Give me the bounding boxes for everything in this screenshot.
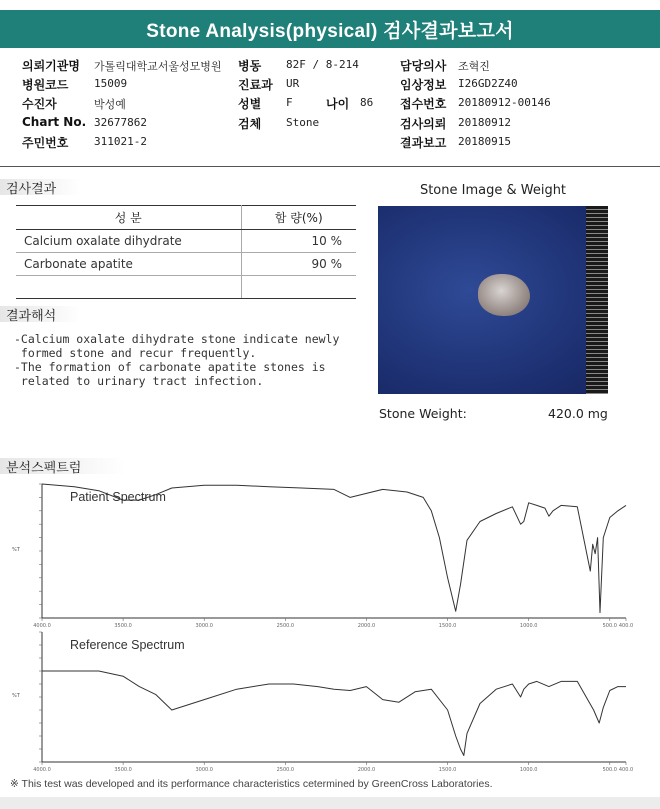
y-axis-label: %T — [12, 547, 20, 553]
specimen-label: 검체 — [238, 117, 262, 131]
x-tick-label: 2000.0 — [357, 767, 376, 773]
report-date-label: 결과보고 — [400, 136, 447, 150]
y-axis-label: %T — [12, 693, 20, 699]
reference-spectrum-chart — [12, 632, 633, 773]
interpretation-text: -Calcium oxalate dihydrate stone indicate newly formed stone and recur frequently. -The formation of carbonate apatite stones is related to urinary tract infection. — [14, 332, 340, 388]
amount-cell: 90 % — [241, 253, 356, 276]
component-cell: Calcium oxalate dihydrate — [16, 230, 241, 253]
x-tick-label: 4000.0 — [33, 767, 51, 773]
age-label: 나이 — [326, 97, 350, 111]
x-tick-label: 1000.0 — [519, 623, 538, 629]
ward-label: 병동 — [238, 59, 262, 73]
x-tick-label: 2500.0 — [276, 767, 295, 773]
x-tick-label: 1000.0 — [519, 767, 538, 773]
x-tick-label: 500.0 — [602, 623, 617, 629]
x-tick-label: 3000.0 — [195, 623, 213, 629]
component-cell: Carbonate apatite — [16, 253, 241, 276]
receipt-value: 20180912-00146 — [458, 96, 551, 109]
stone-weight-label: Stone Weight: — [379, 406, 467, 421]
clinical-value: I26GD2Z40 — [458, 77, 518, 90]
chart-no-label: Chart No. — [22, 115, 87, 129]
doctor-value: 조혁진 — [458, 60, 490, 73]
x-tick-label: 500.0 — [602, 767, 617, 773]
clinical-label: 임상정보 — [400, 78, 447, 92]
ssn-value: 311021-2 — [94, 135, 147, 148]
request-date-value: 20180912 — [458, 116, 511, 129]
x-tick-label: 400.0 — [618, 623, 634, 629]
dept-label: 진료과 — [238, 78, 273, 92]
chart-title: Reference Spectrum — [70, 638, 185, 652]
patient-value: 박성예 — [94, 98, 126, 111]
chart-no-value: 32677862 — [94, 116, 147, 129]
stone-weight-value: 420.0 mg — [548, 406, 608, 421]
x-tick-label: 2000.0 — [357, 623, 376, 629]
hospital-code-value: 15009 — [94, 77, 128, 90]
report-title: Stone Analysis(physical) 검사결과보고서 — [0, 10, 660, 48]
spectrum-section-title: 분석스펙트럼 — [6, 461, 82, 476]
x-tick-label: 4000.0 — [33, 623, 51, 629]
institution-label: 의뢰기관명 — [22, 59, 80, 73]
age-value: 86 — [360, 96, 374, 109]
chart-title: Patient Spectrum — [70, 490, 166, 504]
x-tick-label: 2500.0 — [276, 623, 295, 629]
ward-value: 82F / 8-214 — [286, 58, 359, 71]
spectrum-line — [42, 671, 626, 756]
interpretation-section-title: 결과해석 — [6, 309, 57, 324]
report-date-value: 20180915 — [458, 135, 511, 148]
x-tick-label: 3500.0 — [114, 767, 132, 773]
patient-label: 수진자 — [22, 97, 57, 111]
stone-image-title: Stone Image & Weight — [419, 183, 567, 198]
receipt-label: 접수번호 — [400, 97, 447, 111]
sex-label: 성별 — [238, 97, 262, 111]
x-tick-label: 1500.0 — [438, 623, 457, 629]
x-tick-label: 3500.0 — [114, 623, 132, 629]
bottom-strip — [0, 797, 660, 809]
institution-value: 가톨릭대학교서울성모병원 — [94, 60, 222, 73]
ssn-label: 주민번호 — [22, 136, 69, 150]
x-tick-label: 3000.0 — [195, 767, 213, 773]
dept-value: UR — [286, 77, 300, 90]
patient-spectrum-chart — [12, 484, 633, 629]
request-date-label: 검사의뢰 — [400, 117, 447, 131]
amount-cell: 10 % — [241, 230, 356, 253]
amount-column-header: 함 량(%) — [241, 206, 356, 230]
x-tick-label: 400.0 — [618, 767, 634, 773]
hospital-code-label: 병원코드 — [22, 78, 69, 92]
results-section-title: 검사결과 — [6, 182, 57, 197]
component-column-header: 성 분 — [16, 206, 241, 230]
specimen-value: Stone — [286, 116, 320, 129]
x-tick-label: 1500.0 — [438, 767, 457, 773]
footer-note: ※ This test was developed and its performance characteristics cetermined by GreenCross Laboratories. — [10, 778, 493, 790]
doctor-label: 담당의사 — [400, 59, 447, 73]
sex-value: F — [286, 96, 293, 109]
